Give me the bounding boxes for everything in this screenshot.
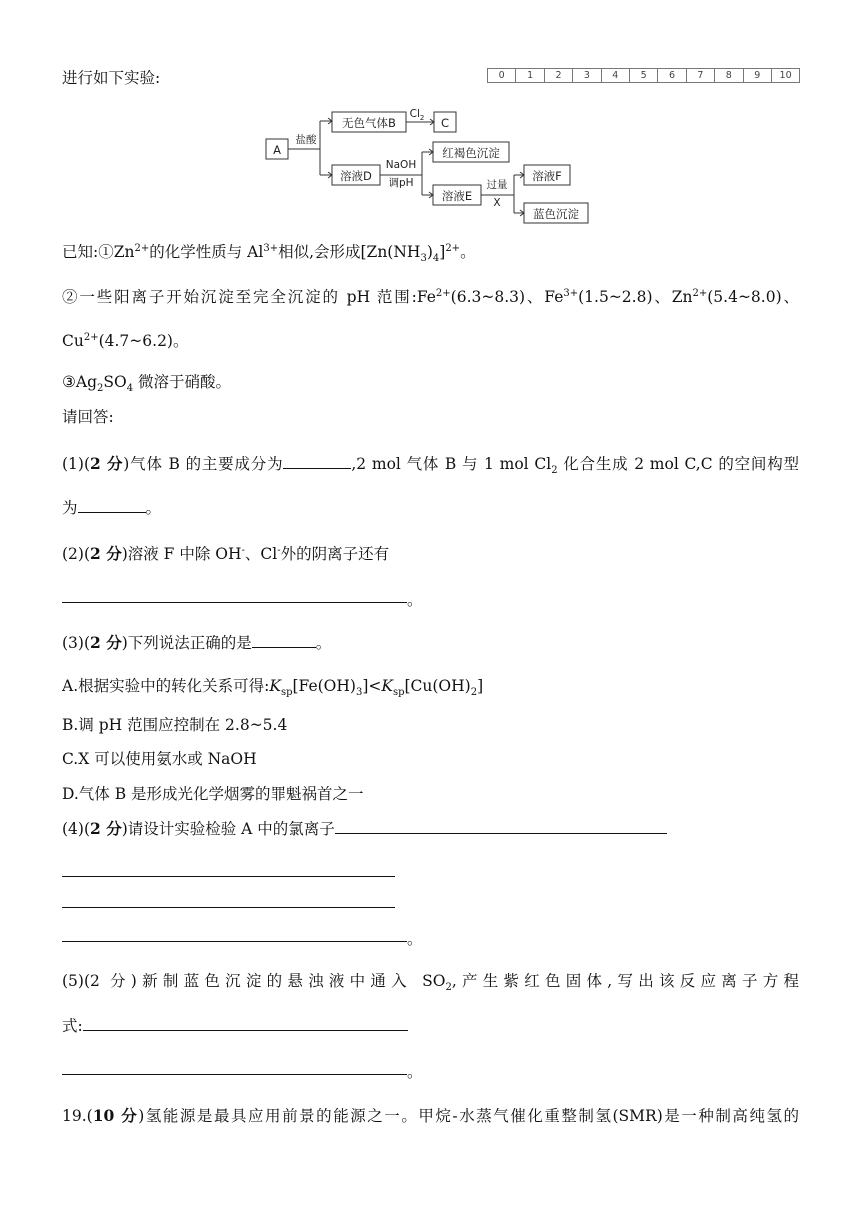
answer-line[interactable] [62,1074,407,1075]
score-cell: 3 [572,68,601,83]
intro-text: 进行如下实验: [62,69,161,87]
known-3: $③Ag_2SO_4$ 微溶于硝酸。 [62,373,232,395]
answer-blank[interactable] [83,1016,408,1031]
score-cell: 7 [686,68,715,83]
question-5-cont: 式: [62,1016,408,1036]
question-2: (2)(2 分)溶液 F 中除 OH-、Cl-外的阴离子还有 [62,544,390,563]
label-ph: 调pH [388,177,414,189]
option-d: D.气体 B 是形成光化学烟雾的罪魁祸首之一 [62,785,364,803]
known-1: 已知$:①Zn^{2+}$的化学性质与 $Al^{3+}$相似,会形成$[Zn(NH_3)_4]^{2+}$。 [62,242,476,265]
period-mark: 。 [407,930,423,948]
question-3: (3)(2 分)下列说法正确的是 。 [62,633,332,652]
answer-line[interactable] [62,876,395,877]
ask-text: 请回答: [62,408,114,426]
answer-blank[interactable] [78,498,146,513]
score-cell: 10 [771,68,800,83]
score-cell: 1 [515,68,544,83]
experiment-flowchart [260,105,600,225]
period-mark: 。 [407,591,423,609]
box-b-label: 无色气体B [342,116,396,130]
label-cl2: $Cl_2$ [409,108,425,122]
box-e-label: 溶液E [441,189,473,203]
answer-blank[interactable] [283,454,351,469]
answer-line[interactable] [62,602,407,603]
box-a-label: A [273,143,281,157]
option-a: A.根据实验中的转化关系可得$:K_{sp}[Fe(OH)_3]<K_{sp}[Cu(OH)_2]$ [62,677,484,699]
period-mark: 。 [407,1063,423,1081]
score-bar [488,68,800,83]
box-d-label: 溶液D [340,169,372,183]
box-brown-label: 红褐色沉淀 [442,146,500,160]
label-naoh: NaOH [385,159,417,171]
label-x: X [493,197,501,209]
known-2-cont: $Cu^{2+}(4.7\sim 6.2)$。 [62,331,189,350]
answer-blank[interactable] [252,633,316,648]
label-excess: 过量 [486,179,508,191]
question-1-cont: 为 。 [62,499,162,517]
score-cell: 4 [601,68,630,83]
question-19: 19.(10 分)氢能源是最具应用前景的能源之一。甲烷-水蒸气催化重整制氢(SMR)是一种制高纯氢的 [62,1106,800,1125]
score-cell: 0 [487,68,516,83]
question-5: (5)(2 分)新制蓝色沉淀的悬浊液中通入 $SO_2$,产生紫红色固体,写出该反应离子方程 [62,972,800,994]
known-2: ②一些阳离子开始沉淀至完全沉淀的 pH 范围$:Fe^{2+}(6.3\sim 8.3)$、$Fe^{3+}(1.5\sim 2.8)$、$Zn^{2+}(5.4\sim 8.0)$、 [62,287,799,306]
option-c: C.X 可以使用氨水或 NaOH [62,750,257,768]
score-cell: 9 [743,68,772,83]
answer-line[interactable] [62,907,395,908]
box-c-label: C [440,116,450,130]
option-b: B.调 pH 范围应控制在 2.8~5.4 [62,716,288,734]
score-cell: 2 [544,68,573,83]
box-blue-label: 蓝色沉淀 [533,207,579,221]
question-4: (4)(2 分)请设计实验检验 A 中的氯离子 [62,819,667,839]
score-cell: 5 [629,68,658,83]
score-cell: 6 [657,68,686,83]
answer-line[interactable] [62,941,407,942]
question-1: (1)(2 分)气体 B 的主要成分为 ,2 mol 气体 B 与 1 mol $Cl_2$ 化合生成 2 mol C,C 的空间构型 [62,454,800,477]
answer-blank[interactable] [335,819,667,834]
box-f-label: 溶液F [532,169,562,183]
score-cell: 8 [714,68,743,83]
label-hcl: 盐酸 [295,134,317,146]
